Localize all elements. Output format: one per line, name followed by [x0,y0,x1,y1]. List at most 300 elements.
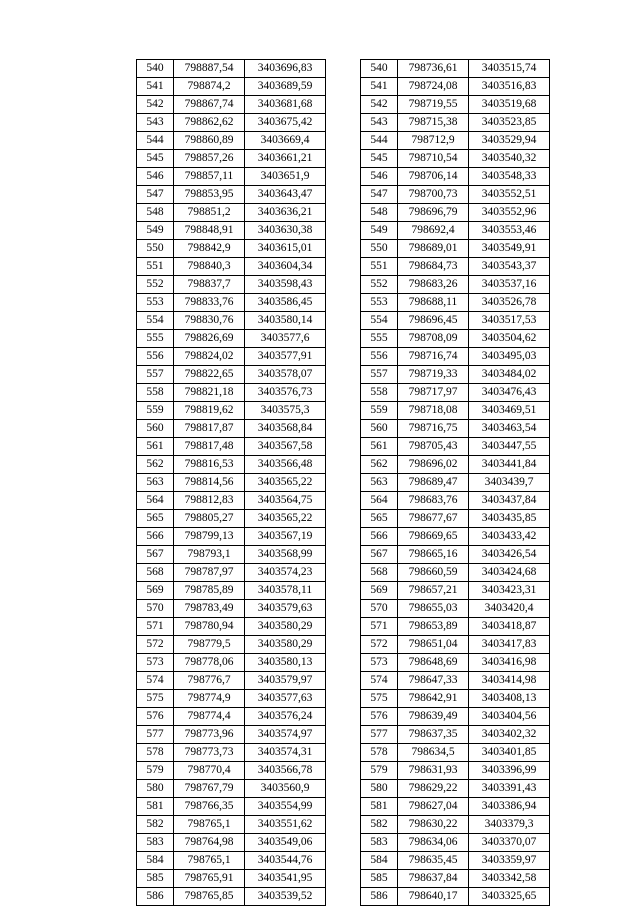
table-row [361,132,550,150]
point-number-cell: 560 [361,420,398,438]
y-coordinate-cell: 3403568,99 [245,546,326,564]
point-number-cell: 544 [137,132,174,150]
x-coordinate-cell: 798696,45 [398,312,469,330]
x-coordinate-cell: 798637,84 [398,870,469,888]
x-coordinate-cell: 798639,49 [398,708,469,726]
point-number-cell: 556 [361,348,398,366]
y-coordinate-cell: 3403567,58 [245,438,326,456]
point-number-cell: 567 [137,546,174,564]
y-coordinate-cell: 3403504,62 [469,330,550,348]
y-coordinate-cell: 3403576,24 [245,708,326,726]
x-coordinate-cell: 798631,93 [398,762,469,780]
x-coordinate-cell: 798669,65 [398,528,469,546]
x-coordinate-cell: 798665,16 [398,546,469,564]
x-coordinate-cell: 798715,38 [398,114,469,132]
table-row [361,780,550,798]
table-row [137,78,326,96]
point-number-cell: 576 [361,708,398,726]
y-coordinate-cell: 3403370,07 [469,834,550,852]
x-coordinate-cell: 798688,11 [398,294,469,312]
table-row [361,690,550,708]
table-row [137,456,326,474]
y-coordinate-cell: 3403651,9 [245,168,326,186]
y-coordinate-cell: 3403439,7 [469,474,550,492]
y-coordinate-cell: 3403548,33 [469,168,550,186]
table-row [361,762,550,780]
y-coordinate-cell: 3403553,46 [469,222,550,240]
y-coordinate-cell: 3403551,62 [245,816,326,834]
point-number-cell: 566 [137,528,174,546]
x-coordinate-cell: 798696,79 [398,204,469,222]
table-row [137,546,326,564]
x-coordinate-cell: 798692,4 [398,222,469,240]
point-number-cell: 547 [361,186,398,204]
point-number-cell: 562 [361,456,398,474]
y-coordinate-cell: 3403580,13 [245,654,326,672]
x-coordinate-cell: 798842,9 [174,240,245,258]
y-coordinate-cell: 3403541,95 [245,870,326,888]
point-number-cell: 555 [137,330,174,348]
y-coordinate-cell: 3403484,02 [469,366,550,384]
point-number-cell: 570 [137,600,174,618]
x-coordinate-cell: 798785,89 [174,582,245,600]
x-coordinate-cell: 798787,97 [174,564,245,582]
x-coordinate-cell: 798653,89 [398,618,469,636]
x-coordinate-cell: 798837,7 [174,276,245,294]
x-coordinate-cell: 798716,74 [398,348,469,366]
y-coordinate-cell: 3403577,63 [245,690,326,708]
point-number-cell: 553 [361,294,398,312]
table-row [137,150,326,168]
point-number-cell: 557 [361,366,398,384]
x-coordinate-cell: 798816,53 [174,456,245,474]
x-coordinate-cell: 798647,33 [398,672,469,690]
y-coordinate-cell: 3403414,98 [469,672,550,690]
x-coordinate-cell: 798660,59 [398,564,469,582]
x-coordinate-cell: 798719,55 [398,96,469,114]
y-coordinate-cell: 3403391,43 [469,780,550,798]
table-row [361,402,550,420]
y-coordinate-cell: 3403576,73 [245,384,326,402]
table-row [137,186,326,204]
x-coordinate-cell: 798630,22 [398,816,469,834]
table-row [137,870,326,888]
point-number-cell: 565 [361,510,398,528]
y-coordinate-cell: 3403552,51 [469,186,550,204]
table-row [137,330,326,348]
table-row [137,852,326,870]
x-coordinate-cell: 798857,26 [174,150,245,168]
point-number-cell: 558 [137,384,174,402]
y-coordinate-cell: 3403433,42 [469,528,550,546]
y-coordinate-cell: 3403418,87 [469,618,550,636]
y-coordinate-cell: 3403469,51 [469,402,550,420]
y-coordinate-cell: 3403565,22 [245,510,326,528]
y-coordinate-cell: 3403529,94 [469,132,550,150]
table-row [137,312,326,330]
point-number-cell: 543 [361,114,398,132]
point-number-cell: 558 [361,384,398,402]
y-coordinate-cell: 3403342,58 [469,870,550,888]
table-row [361,618,550,636]
table-row [137,114,326,132]
y-coordinate-cell: 3403580,29 [245,636,326,654]
point-number-cell: 568 [361,564,398,582]
table-row [361,852,550,870]
x-coordinate-cell: 798712,9 [398,132,469,150]
y-coordinate-cell: 3403359,97 [469,852,550,870]
y-coordinate-cell: 3403669,4 [245,132,326,150]
y-coordinate-cell: 3403560,9 [245,780,326,798]
point-number-cell: 583 [137,834,174,852]
table-row [361,420,550,438]
table-row [137,366,326,384]
table-row [137,708,326,726]
table-row [361,96,550,114]
x-coordinate-cell: 798812,83 [174,492,245,510]
y-coordinate-cell: 3403325,65 [469,888,550,906]
x-coordinate-cell: 798683,76 [398,492,469,510]
point-number-cell: 579 [361,762,398,780]
point-number-cell: 561 [137,438,174,456]
table-row [361,78,550,96]
table-row [137,564,326,582]
point-number-cell: 570 [361,600,398,618]
table-row [361,708,550,726]
x-coordinate-cell: 798793,1 [174,546,245,564]
x-coordinate-cell: 798677,67 [398,510,469,528]
y-coordinate-cell: 3403574,97 [245,726,326,744]
y-coordinate-cell: 3403567,19 [245,528,326,546]
x-coordinate-cell: 798627,04 [398,798,469,816]
x-coordinate-cell: 798710,54 [398,150,469,168]
table-row [361,528,550,546]
y-coordinate-cell: 3403424,68 [469,564,550,582]
point-number-cell: 571 [137,618,174,636]
y-coordinate-cell: 3403539,52 [245,888,326,906]
table-row [137,384,326,402]
y-coordinate-cell: 3403476,43 [469,384,550,402]
y-coordinate-cell: 3403519,68 [469,96,550,114]
point-number-cell: 573 [361,654,398,672]
point-number-cell: 547 [137,186,174,204]
y-coordinate-cell: 3403578,07 [245,366,326,384]
x-coordinate-cell: 798719,33 [398,366,469,384]
table-row [361,186,550,204]
table-row [137,132,326,150]
table-row [361,492,550,510]
table-row [137,600,326,618]
y-coordinate-cell: 3403574,31 [245,744,326,762]
x-coordinate-cell: 798765,91 [174,870,245,888]
y-coordinate-cell: 3403517,53 [469,312,550,330]
y-coordinate-cell: 3403552,96 [469,204,550,222]
x-coordinate-cell: 798717,97 [398,384,469,402]
table-row [137,744,326,762]
y-coordinate-cell: 3403435,85 [469,510,550,528]
point-number-cell: 553 [137,294,174,312]
table-row [137,654,326,672]
x-coordinate-cell: 798824,02 [174,348,245,366]
table-row [137,762,326,780]
y-coordinate-cell: 3403549,91 [469,240,550,258]
x-coordinate-cell: 798716,75 [398,420,469,438]
table-row [361,582,550,600]
point-number-cell: 562 [137,456,174,474]
y-coordinate-cell: 3403681,68 [245,96,326,114]
x-coordinate-cell: 798764,98 [174,834,245,852]
y-coordinate-cell: 3403675,42 [245,114,326,132]
y-coordinate-cell: 3403661,21 [245,150,326,168]
y-coordinate-cell: 3403437,84 [469,492,550,510]
point-number-cell: 551 [361,258,398,276]
x-coordinate-cell: 798706,14 [398,168,469,186]
table-row [361,204,550,222]
table-row [137,420,326,438]
table-row [361,474,550,492]
table-row [361,546,550,564]
table-row [137,834,326,852]
y-coordinate-cell: 3403636,21 [245,204,326,222]
point-number-cell: 579 [137,762,174,780]
x-coordinate-cell: 798770,4 [174,762,245,780]
point-number-cell: 585 [361,870,398,888]
table-row [137,798,326,816]
table-row [137,672,326,690]
point-number-cell: 564 [361,492,398,510]
y-coordinate-cell: 3403420,4 [469,600,550,618]
x-coordinate-cell: 798765,1 [174,816,245,834]
x-coordinate-cell: 798817,48 [174,438,245,456]
x-coordinate-cell: 798833,76 [174,294,245,312]
y-coordinate-cell: 3403577,91 [245,348,326,366]
x-coordinate-cell: 798718,08 [398,402,469,420]
point-number-cell: 549 [361,222,398,240]
x-coordinate-cell: 798635,45 [398,852,469,870]
y-coordinate-cell: 3403416,98 [469,654,550,672]
table-row [137,528,326,546]
table-row [361,834,550,852]
table-row [361,150,550,168]
coordinates-table-right [360,59,550,906]
y-coordinate-cell: 3403574,23 [245,564,326,582]
point-number-cell: 549 [137,222,174,240]
point-number-cell: 574 [137,672,174,690]
point-number-cell: 542 [361,96,398,114]
point-number-cell: 564 [137,492,174,510]
x-coordinate-cell: 798648,69 [398,654,469,672]
point-number-cell: 561 [361,438,398,456]
y-coordinate-cell: 3403578,11 [245,582,326,600]
table-row [137,168,326,186]
x-coordinate-cell: 798765,85 [174,888,245,906]
y-coordinate-cell: 3403630,38 [245,222,326,240]
point-number-cell: 559 [361,402,398,420]
table-row [361,672,550,690]
y-coordinate-cell: 3403402,32 [469,726,550,744]
point-number-cell: 578 [361,744,398,762]
y-coordinate-cell: 3403537,16 [469,276,550,294]
point-number-cell: 554 [137,312,174,330]
x-coordinate-cell: 798774,4 [174,708,245,726]
x-coordinate-cell: 798822,65 [174,366,245,384]
point-number-cell: 586 [137,888,174,906]
point-number-cell: 563 [361,474,398,492]
y-coordinate-cell: 3403386,94 [469,798,550,816]
table-row [137,510,326,528]
point-number-cell: 583 [361,834,398,852]
y-coordinate-cell: 3403426,54 [469,546,550,564]
point-number-cell: 573 [137,654,174,672]
y-coordinate-cell: 3403580,29 [245,618,326,636]
x-coordinate-cell: 798783,49 [174,600,245,618]
point-number-cell: 569 [137,582,174,600]
table-row [361,816,550,834]
y-coordinate-cell: 3403515,74 [469,60,550,78]
point-number-cell: 560 [137,420,174,438]
point-number-cell: 554 [361,312,398,330]
point-number-cell: 581 [361,798,398,816]
x-coordinate-cell: 798830,76 [174,312,245,330]
point-number-cell: 569 [361,582,398,600]
point-number-cell: 577 [361,726,398,744]
y-coordinate-cell: 3403580,14 [245,312,326,330]
y-coordinate-cell: 3403579,63 [245,600,326,618]
y-coordinate-cell: 3403604,34 [245,258,326,276]
y-coordinate-cell: 3403401,85 [469,744,550,762]
point-number-cell: 557 [137,366,174,384]
table-row [361,744,550,762]
x-coordinate-cell: 798684,73 [398,258,469,276]
table-row [361,276,550,294]
y-coordinate-cell: 3403544,76 [245,852,326,870]
table-row [137,492,326,510]
point-number-cell: 546 [137,168,174,186]
point-number-cell: 580 [361,780,398,798]
point-number-cell: 568 [137,564,174,582]
table-row [361,510,550,528]
x-coordinate-cell: 798805,27 [174,510,245,528]
y-coordinate-cell: 3403396,99 [469,762,550,780]
y-coordinate-cell: 3403543,37 [469,258,550,276]
table-row [137,258,326,276]
y-coordinate-cell: 3403495,03 [469,348,550,366]
y-coordinate-cell: 3403379,3 [469,816,550,834]
point-number-cell: 550 [137,240,174,258]
y-coordinate-cell: 3403523,85 [469,114,550,132]
table-row [137,618,326,636]
point-number-cell: 543 [137,114,174,132]
point-number-cell: 577 [137,726,174,744]
point-number-cell: 585 [137,870,174,888]
y-coordinate-cell: 3403566,78 [245,762,326,780]
point-number-cell: 551 [137,258,174,276]
x-coordinate-cell: 798853,95 [174,186,245,204]
point-number-cell: 540 [361,60,398,78]
y-coordinate-cell: 3403598,43 [245,276,326,294]
table-row [137,204,326,222]
y-coordinate-cell: 3403526,78 [469,294,550,312]
point-number-cell: 575 [137,690,174,708]
table-row [137,96,326,114]
x-coordinate-cell: 798862,62 [174,114,245,132]
table-row [361,168,550,186]
y-coordinate-cell: 3403540,32 [469,150,550,168]
point-number-cell: 545 [137,150,174,168]
table-row [137,726,326,744]
point-number-cell: 566 [361,528,398,546]
x-coordinate-cell: 798851,2 [174,204,245,222]
x-coordinate-cell: 798724,08 [398,78,469,96]
x-coordinate-cell: 798696,02 [398,456,469,474]
table-row [361,870,550,888]
x-coordinate-cell: 798634,5 [398,744,469,762]
point-number-cell: 552 [361,276,398,294]
table-row [137,888,326,906]
table-row [137,636,326,654]
y-coordinate-cell: 3403417,83 [469,636,550,654]
table-row [361,456,550,474]
y-coordinate-cell: 3403566,48 [245,456,326,474]
y-coordinate-cell: 3403404,56 [469,708,550,726]
x-coordinate-cell: 798780,94 [174,618,245,636]
table-row [361,888,550,906]
y-coordinate-cell: 3403564,75 [245,492,326,510]
table-row [137,780,326,798]
point-number-cell: 559 [137,402,174,420]
table-row [137,222,326,240]
x-coordinate-cell: 798766,35 [174,798,245,816]
point-number-cell: 572 [361,636,398,654]
point-number-cell: 574 [361,672,398,690]
point-number-cell: 576 [137,708,174,726]
point-number-cell: 552 [137,276,174,294]
x-coordinate-cell: 798817,87 [174,420,245,438]
table-row [137,816,326,834]
point-number-cell: 542 [137,96,174,114]
x-coordinate-cell: 798657,21 [398,582,469,600]
x-coordinate-cell: 798821,18 [174,384,245,402]
point-number-cell: 563 [137,474,174,492]
point-number-cell: 582 [137,816,174,834]
point-number-cell: 565 [137,510,174,528]
x-coordinate-cell: 798637,35 [398,726,469,744]
x-coordinate-cell: 798848,91 [174,222,245,240]
x-coordinate-cell: 798640,17 [398,888,469,906]
table-row [361,114,550,132]
x-coordinate-cell: 798887,54 [174,60,245,78]
point-number-cell: 582 [361,816,398,834]
y-coordinate-cell: 3403689,59 [245,78,326,96]
y-coordinate-cell: 3403554,99 [245,798,326,816]
y-coordinate-cell: 3403565,22 [245,474,326,492]
x-coordinate-cell: 798840,3 [174,258,245,276]
x-coordinate-cell: 798874,2 [174,78,245,96]
x-coordinate-cell: 798776,7 [174,672,245,690]
y-coordinate-cell: 3403643,47 [245,186,326,204]
table-row [137,60,326,78]
x-coordinate-cell: 798774,9 [174,690,245,708]
table-row [137,240,326,258]
point-number-cell: 556 [137,348,174,366]
x-coordinate-cell: 798736,61 [398,60,469,78]
x-coordinate-cell: 798708,09 [398,330,469,348]
point-number-cell: 572 [137,636,174,654]
x-coordinate-cell: 798814,56 [174,474,245,492]
x-coordinate-cell: 798629,22 [398,780,469,798]
point-number-cell: 546 [361,168,398,186]
table-row [361,60,550,78]
